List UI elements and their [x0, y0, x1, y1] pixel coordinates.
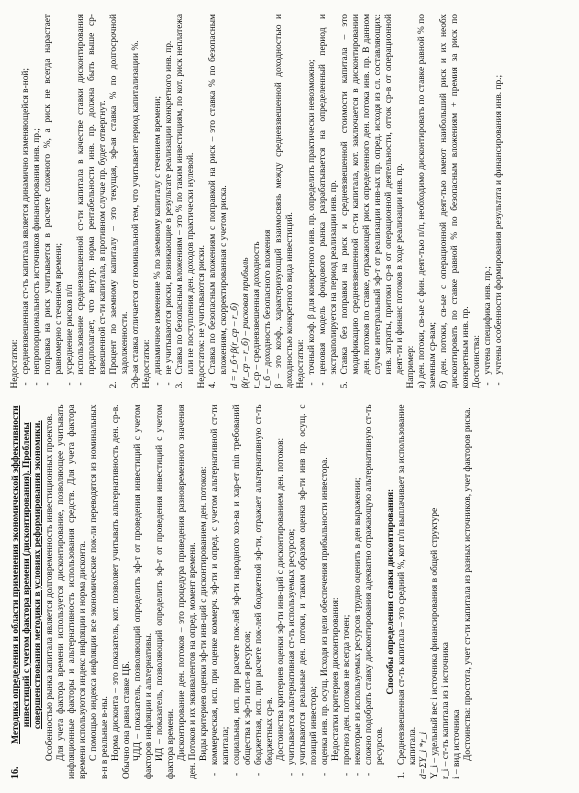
list-item: - точный коэф. β для конкретного инв. пр. определить практически невозможно; [307, 14, 318, 389]
list-item: - динамичное изменение % по заемному капиталу с течением времени; [153, 14, 164, 389]
section-heading: Недостатки критериев дисконтирования: [331, 597, 342, 761]
formula: β(r_ср – r_б) – рисковая прибыль [241, 257, 251, 389]
paragraph: Недостаток: не учитываются риски. [197, 245, 207, 389]
paragraph: Эф-ая ставка отличается от номинальной тем, что учитывает период капитализации %. [131, 40, 141, 389]
list-item: - учтена специфика инв. пр.; [483, 14, 494, 389]
right-column [10, 14, 573, 389]
definition: r_i – ст-ть капитала из i источника [441, 642, 452, 779]
numbered-item: 1. Средневзвешенная ст-ть капитала – это средний %, кот п/п выплачивает за использование капитала. [397, 404, 419, 779]
formula: d = r_б+β(r_ср – r_б) [230, 302, 240, 389]
paragraph: ИД – показатель, позволяющий определить эф-т от проведения инвестиций с учетом фактора времени. [155, 404, 177, 779]
paragraph: Для учета фактора времени используется дисконтирование, позволяющее учитывать инфляционные факторы и альтернативность использования средств. Для учета фактора времени используются индекс инфляции и норма дисконта. [56, 404, 89, 779]
formula: d=ΣY_i *r_i [419, 731, 430, 779]
numbered-item: 2. Процент по заемному капиталу – это текущая, эф-ая ставка % по долгосрочной задолженности. [109, 14, 130, 389]
question-title: Методика определения и области применения экономической эффективности инвестиций с учетом фактора времени (дисконтирования). Проблемы совершенствования методики в условиях реформирования экономики. [10, 405, 44, 745]
numbered-item: 5. Ставка без поправки на риск и средневзвешенной стоимости капитала – это модификацию средневзвешенной ст-ти капитала, кот. заключается в дисконтировании ден. потоков по ставке, отражающей риск определенного ден. потока инв. пр. В данном случае интегральный эф-т от реализации инв-ых пр. опред. исходя из сл. составляющих: инв. затраты, притоки ср-в от операционной деятельности, отток ср-в от операционной деят-ти и финанс потоков в ходе реализации инв. пр. [340, 14, 405, 389]
list-item: - оценка инв. пр. осущ. Исходя из цели обеспечения прибыльности инвестора. [320, 405, 331, 780]
list-item: - непропорциональность источников финансирования инв. пр.; [32, 14, 43, 389]
paragraph: Норма дисконта – это показатель, кот. позволяет учитывать альтернативность ден. ср-в. Обычно она равна ставке ЦБ. [111, 404, 133, 779]
list-item: - учтены особенности формирования результата и финансирования инв. пр.; [494, 14, 505, 389]
paragraph: Достоинства: простота, учет ст-ти капитала из разных источников, учет факторов риска. [463, 407, 474, 761]
list-item: - учитывается альтернативная ст-ть используемых ресурсов; [287, 405, 298, 780]
section-heading: Например: [406, 345, 416, 389]
paragraph: б) ден. потоки, св-ые с операционной деят-тью имеют наибольший риск и их необх дисконтировать по ставке равной % по безопасным вложениям + премия за риск по конкретным инв. пр. [439, 14, 471, 389]
definition: β – это коэф., характеризующий взаимосвязь между средневзвешенной доходностью и доходностью конкретного вида инвестиций. [274, 14, 295, 389]
list-item: - коммерческая, исп. при оценке коммерч. эф-ти и опред. с учетом альтернативной ст-ти капитала; [210, 405, 232, 780]
list-item: - учитываются реальные ден. потоки, и таким образом оценка эф-ти инв пр. осущ. с позиций инвестора; [298, 405, 320, 780]
question-number: 16. [10, 766, 21, 779]
definition: Y_i – удельный вес i источника финансирования в общей структуре [430, 507, 441, 779]
question-header [10, 405, 43, 780]
paragraph: Особенностью рынка капитала является долговременность инвестиционных проектов. [45, 413, 56, 761]
list-item: - поправка на риск учитывается в расчете сложного %, а риск не всегда нарастает равномерно с течением времени; [43, 14, 65, 389]
definition: i – вид источника [452, 709, 463, 779]
section-heading: Недостатки: [10, 339, 20, 389]
list-item: - сложно подобрать ставку дисконтирования адекватно отражающую альтернативную ст-ть ресурсов. [364, 405, 386, 780]
left-column [10, 405, 573, 780]
list-item: - прогноз ден. потоков не всегда точен; [342, 405, 353, 780]
list-item: - бюджетная, исп. при расчете пок-лей бюджетной эф-ти, отражает альтернативную ст-ть бюджетных ср-в. [254, 405, 276, 780]
paragraph: а) ден. потоки, св-ые с фин. деят-тью п/п, необходимо дисконтировать по ставке равной % по заемным ср-вам; [417, 14, 438, 389]
paragraph: ЧДД – показатель, позволяющий определить эф-т от проведения инвестиций с учетом факторов инфляции и альтернативы. [133, 404, 155, 779]
section-heading: Способы определения ставки дисконтирования: [386, 488, 397, 695]
list-item: - использование средневзвешенной ст-ти капитала в качестве ставки дисконтирования предполагает, что внутр. норма рентабельности инв. пр. должна быть выше ср-взвешенной ст-ти капитала, в противном случае пр. будет отвергнут. [76, 14, 109, 389]
list-item: - ценовая модель фондового рынка разрабатывается на определенный период и экстраполируется на период реализации инв. пр. [318, 14, 340, 389]
list-item: - некоторые из используемых ресурсов трудно оценить в ден выражении; [353, 405, 364, 780]
paragraph: Виды критериев оценки эф-ти инв-ций с дисконтированием ден. потоков: [199, 466, 210, 761]
definition: r_б – доходность безопасного вложения [263, 229, 273, 389]
list-item: - усреднение рисков п/п [65, 14, 76, 389]
list-item: - социальная, исп. при расчете пок-лей эф-ти народного хоз-ва и хар-ет min требований общества к эф-ти исп-я ресурсов; [232, 405, 254, 780]
definition: r_ср – средневзвешенная доходность [252, 241, 262, 389]
paragraph: Дисконтирование ден. потоков – это процедура приведения разновременного значения ден. Потоков и их эквивалентов на опред. момент времени. [177, 404, 199, 779]
numbered-item: 4. Ставка по безопасным вложениям с поправкой на риск – это ставка % по безопасным вложениям, скорректированная с учетом риска. [208, 14, 229, 389]
section-heading: Достоинства: [472, 335, 482, 389]
list-item: - не учитываются риски, возникающие в результате реализации конкретного инв. пр. [164, 14, 175, 389]
list-item: - средневзвешенная ст-ть капитала является динамично изменяющейся в-ной; [21, 14, 32, 389]
paragraph: С помощью индекса инфляции все экономические пок-ли переводятся из номинальных в-н в реальные в-ны. [89, 404, 111, 779]
section-heading: Недостатки: [142, 339, 152, 389]
section-heading: Недостатки: [296, 339, 306, 389]
numbered-item: 3. Ставка по безопасным вложениям – это % по таким инвестициям, по кот. риск неплатежа или не поступления ден. доходов практически нулевой. [175, 14, 196, 389]
section-heading: Достоинства критериев оценки эф-ти инв-ций с дисконтированием ден. потоков: [276, 437, 287, 761]
